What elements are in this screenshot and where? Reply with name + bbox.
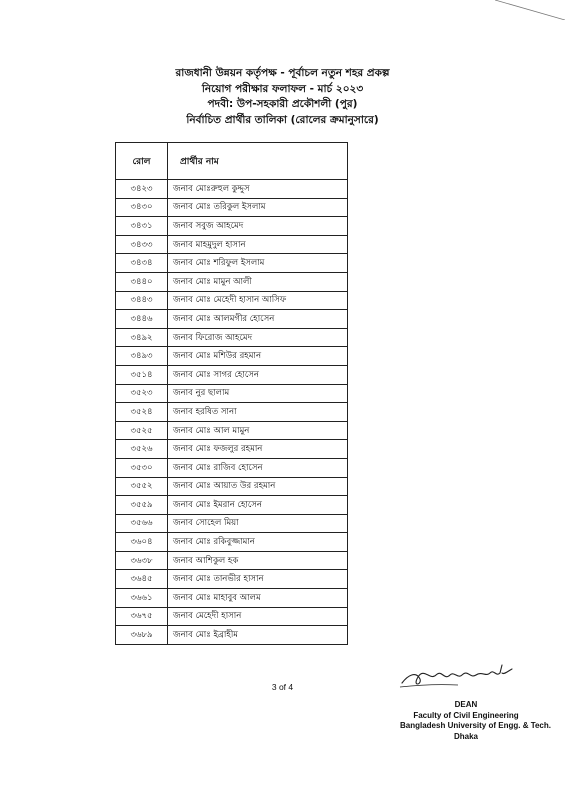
column-header-roll: রোল xyxy=(116,143,168,180)
roll-cell: ৩৪৯৩ xyxy=(116,347,168,366)
dean-faculty: Faculty of Civil Engineering xyxy=(413,710,519,720)
table-row xyxy=(116,626,348,645)
dean-title: DEAN xyxy=(454,700,478,709)
table-row xyxy=(116,254,348,273)
roll-cell: ৩৫২৪ xyxy=(116,403,168,422)
candidate-name-cell: জনাব মোঃ সাগর হোসেন xyxy=(168,365,348,384)
candidate-name-cell: জনাব মোঃ ইমরান হোসেন xyxy=(168,496,348,515)
candidate-name-cell: জনাব মোঃ মাহাবুব আলম xyxy=(168,589,348,608)
candidate-name-cell: জনাব মেহেদী হাসান xyxy=(168,607,348,626)
candidate-name-cell: জনাব মোঃ ইব্রাহীম xyxy=(168,626,348,645)
roll-cell: ৩৪৯২ xyxy=(116,328,168,347)
header-exam-line: নিয়োগ পরীক্ষার ফলাফল - মার্চ ২০২৩ xyxy=(201,82,364,95)
candidate-name-cell: জনাব মোঃ আয়াত উর রহমান xyxy=(168,477,348,496)
roll-cell: ৩৪৩৪ xyxy=(116,254,168,273)
table-row xyxy=(116,589,348,608)
roll-cell: ৩৬৭৫ xyxy=(116,607,168,626)
roll-cell: ৩৪৩৩ xyxy=(116,235,168,254)
table-row xyxy=(116,347,348,366)
roll-cell: ৩৬৩৮ xyxy=(116,551,168,570)
roll-cell: ৩৪৪৩ xyxy=(116,291,168,310)
table-row xyxy=(116,496,348,515)
roll-cell: ৩৫৫২ xyxy=(116,477,168,496)
table-row xyxy=(116,198,348,217)
roll-cell: ৩৬০৪ xyxy=(116,533,168,552)
table-row xyxy=(116,403,348,422)
candidate-name-cell: জনাব সোহেল মিয়া xyxy=(168,514,348,533)
table-header-row xyxy=(116,143,348,180)
roll-cell: ৩৫৫৯ xyxy=(116,496,168,515)
table-row xyxy=(116,514,348,533)
roll-cell: ৩৫১৪ xyxy=(116,365,168,384)
table-row xyxy=(116,310,348,329)
dean-signature xyxy=(398,655,518,695)
roll-cell: ৩৫৩০ xyxy=(116,458,168,477)
roll-cell: ৩৪৩০ xyxy=(116,198,168,217)
table-row xyxy=(116,384,348,403)
roll-cell: ৩৫২৩ xyxy=(116,384,168,403)
column-header-name: প্রার্থীর নাম xyxy=(168,143,348,180)
table-row xyxy=(116,365,348,384)
dean-city: Dhaka xyxy=(453,731,478,741)
candidate-name-cell: জনাব মোঃ মামুন আলী xyxy=(168,272,348,291)
candidate-name-cell: জনাব মোঃরুহুল কুদ্দুস xyxy=(168,180,348,199)
table-row xyxy=(116,272,348,291)
roll-cell: ৩৬৮৯ xyxy=(116,626,168,645)
candidate-name-cell: জনাব মোঃ রকিবুজ্জামান xyxy=(168,533,348,552)
signature-block xyxy=(400,700,551,742)
table-row xyxy=(116,533,348,552)
table-row xyxy=(116,458,348,477)
table-row xyxy=(116,217,348,236)
dean-university: Bangladesh University of Engg. & Tech. xyxy=(400,721,551,730)
candidate-name-cell: জনাব মোঃ শরিফুল ইসলাম xyxy=(168,254,348,273)
candidate-name-cell: জনাব মোঃ মশিউর রহমান xyxy=(168,347,348,366)
roll-cell: ৩৪৪০ xyxy=(116,272,168,291)
table-row xyxy=(116,477,348,496)
roll-cell: ৩৪৩১ xyxy=(116,217,168,236)
candidate-name-cell: জনাব মোঃ ফজলুর রহমান xyxy=(168,440,348,459)
candidate-name-cell: জনাব মোঃ আল মামুন xyxy=(168,421,348,440)
header-authority-line: রাজধানী উন্নয়ন কর্তৃপক্ষ - পূর্বাচল নতুন শহর প্রকল্প xyxy=(175,67,390,79)
table-row xyxy=(116,235,348,254)
candidate-name-cell: জনাব মাহমুদুল হাসান xyxy=(168,235,348,254)
candidate-name-cell: জনাব আশিকুল হক xyxy=(168,551,348,570)
table-row xyxy=(116,421,348,440)
roll-cell: ৩৫৬৬ xyxy=(116,514,168,533)
roll-cell: ৩৪২৩ xyxy=(116,180,168,199)
candidate-name-cell: জনাব হরষিত সানা xyxy=(168,403,348,422)
candidate-name-cell: জনাব মোঃ রাজিব হোসেন xyxy=(168,458,348,477)
table-row xyxy=(116,180,348,199)
roll-cell: ৩৬৬১ xyxy=(116,589,168,608)
table-row xyxy=(116,607,348,626)
candidate-name-cell: জনাব মোঃ মেহেদী হাসান আসিফ xyxy=(168,291,348,310)
candidate-name-cell: জনাব মোঃ তানভীর হাসান xyxy=(168,570,348,589)
document-header xyxy=(0,66,565,128)
table-row xyxy=(116,551,348,570)
candidate-name-cell: জনাব নুর ছালাম xyxy=(168,384,348,403)
header-list-line: নির্বাচিত প্রার্থীর তালিকা (রোলের ক্রমানুসারে) xyxy=(186,113,379,126)
candidate-name-cell: জনাব মোঃ আলমগীর হোসেন xyxy=(168,310,348,329)
candidate-name-cell: জনাব মোঃ তরিকুল ইসলাম xyxy=(168,198,348,217)
header-post-line: পদবী: উপ-সহকারী প্রকৌশলী (পুর) xyxy=(207,98,358,110)
candidate-name-cell: জনাব ফিরোজ আহমেদ xyxy=(168,328,348,347)
roll-cell: ৩৬৪৫ xyxy=(116,570,168,589)
page-corner-fold xyxy=(495,0,565,20)
roll-cell: ৩৪৪৬ xyxy=(116,310,168,329)
table-row xyxy=(116,570,348,589)
table-row xyxy=(116,328,348,347)
roll-cell: ৩৫২৬ xyxy=(116,440,168,459)
table-row xyxy=(116,291,348,310)
page-number: 3 of 4 xyxy=(271,682,294,692)
candidate-name-cell: জনাব সবুজ আহমেদ xyxy=(168,217,348,236)
roll-cell: ৩৫২৫ xyxy=(116,421,168,440)
table-row xyxy=(116,440,348,459)
results-table xyxy=(115,142,348,645)
